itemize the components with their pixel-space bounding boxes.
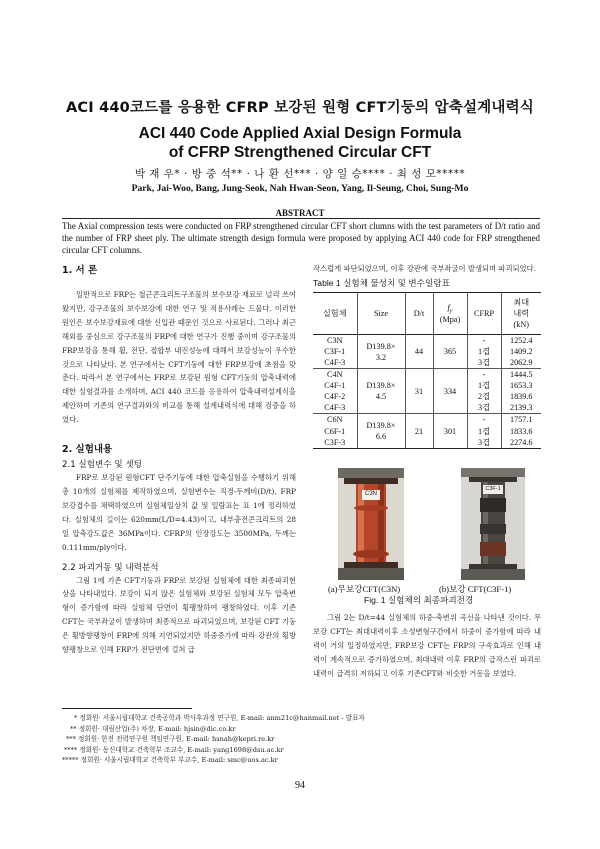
table1-header-capacity xyxy=(501,292,541,334)
table-cell-specimen: C4F-3 xyxy=(313,402,357,414)
table-cell-capacity: 2274.6 xyxy=(501,437,541,449)
table1-header-fy-symbol: f xyxy=(447,303,450,313)
title-english-line2: of CFRP Strengthened Circular CFT xyxy=(168,144,432,161)
table-cell-capacity: 1409.2 xyxy=(501,346,541,357)
figure1-photo-a xyxy=(338,468,404,580)
table1-caption: Table 1 실험체 물성치 및 변수일람표 xyxy=(313,277,450,288)
size-line2: 3.2 xyxy=(375,352,387,362)
footnote-2: ** 정회원· 대림산업(주) 차장, E-mail: hjsin@dic.co.kr xyxy=(70,724,236,733)
figure1-photo-b xyxy=(461,468,525,580)
table-cell-cfrp: - xyxy=(467,414,501,426)
page-number: 94 xyxy=(295,780,305,791)
table-cell-cfrp: 3겹 xyxy=(467,402,501,414)
abstract-heading: ABSTRACT xyxy=(275,208,325,218)
table-cell-specimen: C3N xyxy=(313,334,357,346)
figure1-subcaption-b: (b)보강 CFT(C3F-1) xyxy=(439,584,512,594)
table-cell-fy: 301 xyxy=(433,414,467,448)
table-cell-cfrp: - xyxy=(467,334,501,346)
table-cell-cfrp: 1겹 xyxy=(467,380,501,391)
size-line2: 4.5 xyxy=(375,392,387,402)
table-cell-cfrp: 1겹 xyxy=(467,346,501,357)
table1-header-row xyxy=(313,292,541,334)
table1-header-specimen: 실험체 xyxy=(313,292,357,334)
footnotes xyxy=(62,713,542,766)
table-cell-cfrp: 2겹 xyxy=(467,391,501,402)
table-cell-size xyxy=(357,369,405,414)
table-cell-cfrp: - xyxy=(467,369,501,381)
specimen-c3n-illustration xyxy=(338,468,404,580)
size-line2: 6.6 xyxy=(375,432,387,442)
subsection-2-2-paragraph: 그림 1에 기존 CFT기둥과 FRP로 보강된 실험체에 대한 최종파괴현상을 나타내었다. 보강이 되지 않은 실험체와 보강된 실험체 모두 압축변형이 증가함에 따라 실험체 단면이 횡팽창하여 팽창하였다. 이후 기존 CFT는 국부좌굴이 발생하며 최종적으로 파괴되었으며, 보강된 CFT 기둥은 횡방향팽창이 FRP에 의해 지연되었지만 하중증가에 따라 강관의 횡방향팽창으로 인해 FRP가 전단면에 걸쳐 급 xyxy=(62,575,296,655)
table-cell-capacity: 1833.6 xyxy=(501,425,541,436)
table-cell-capacity: 1653.3 xyxy=(501,380,541,391)
section1-paragraph: 일반적으로 FRP는 철근콘크리트구조물의 보수보강 재료로 널리 쓰여 왔지만, 강구조물의 보수보강에 대한 연구 및 적용사례는 드물다. 이러한 원인은 보수보강재료에 대한 신입관 때문인 것으로 사료된다. 그러나 최근 해외를 중심으로 강구조물의 FRP에 대한 연구가 진행 중이며 강구조물의 FRP보강을 통해 휨, 전단, 접합부 내진성능에 대해서 보강성능이 우수한 것으로 나타났다. 본 연구에서는 CFT기둥에 대한 FRP보강에 초점을 맞춘다. 따라서 본 연구에서는 FRP로 보강된 원형 CFT기둥의 압축내력에 대한 실험결과를 소개하며, ACI 440 코드를 응용하여 압축내력설계식을 제안하며 기존의 연구결과와의 비교를 통해 설계내력식에 대해 검증을 하였다. xyxy=(62,290,296,425)
table-cell-specimen: C6N xyxy=(313,414,357,426)
specimen-c3f1-illustration xyxy=(461,468,525,580)
right-column xyxy=(313,262,541,449)
table1-header-capacity-line2: 내력 xyxy=(513,308,530,318)
table-row xyxy=(313,369,541,381)
table1-header-dt: D/t xyxy=(405,292,433,334)
title-english-line1: ACI 440 Code Applied Axial Design Formula xyxy=(138,125,462,142)
table-cell-specimen: C3F-3 xyxy=(313,437,357,449)
table-cell-specimen: C4F-2 xyxy=(313,391,357,402)
figure1-label-b: C3F-1 xyxy=(485,486,501,492)
table1-header-fy-unit: (Mpa) xyxy=(439,314,461,324)
footnote-3: *** 정회원· 한전 전력연구원 책임연구원, E-mail: hsnah@kepri.re.kr xyxy=(66,735,275,743)
table1-header-fy xyxy=(433,292,467,334)
subsection-2-2-heading: 2.2 파괴거동 및 내력분석 xyxy=(62,562,159,573)
table-cell-dt: 44 xyxy=(405,334,433,368)
figure1-label-a: C3N xyxy=(364,491,377,497)
table-cell-size xyxy=(357,334,405,368)
title-korean: ACI 440코드를 응용한 CFRP 보강된 원형 CFT기둥의 압축설계내력식 xyxy=(66,100,534,116)
table-cell-capacity: 1252.4 xyxy=(501,334,541,346)
table-cell-specimen: C4N xyxy=(313,369,357,381)
table1-header-fy-subscript: y xyxy=(449,308,453,315)
table-cell-specimen: C4F-3 xyxy=(313,357,357,369)
table1-header-size: Size xyxy=(357,292,405,334)
table-cell-capacity: 2139.3 xyxy=(501,402,541,414)
table-cell-cfrp: 3겹 xyxy=(467,437,501,449)
table-cell-capacity: 1757.1 xyxy=(501,414,541,426)
subsection-2-1-paragraph: FRP로 보강된 원형CFT 단주기둥에 대한 압축실험을 수행하기 위해 총 10개의 실험체를 제작하였으며, 실험변수는 직경-두께비(D/t), FRP 보강겹수를 채택하였으며 실험체일상치 값 및 일람표는 표 1에 정리하였다. 실험체의 길이는 620mm(L/D=4.43)이고, 내부충전콘크리트의 28일 압축강도값은 36MPa이다. CFRP의 인장강도는 3500MPa, 두께는 0.111mm/ply이다. xyxy=(62,473,296,552)
size-line1: D139.8× xyxy=(366,421,396,431)
left-column xyxy=(62,262,296,657)
footnote-4: **** 정회원· 동신대학교 건축학부 조교수, E-mail: yang1698@dsu.ac.kr xyxy=(64,745,284,754)
abstract-rule xyxy=(62,218,540,219)
table-cell-size xyxy=(357,414,405,448)
authors-korean: 박 재 우* · 방 중 석** · 나 환 선*** · 양 일 승**** · 최 성 모***** xyxy=(134,168,466,180)
table-cell-dt: 21 xyxy=(405,414,433,448)
section1-heading: 1. 서 론 xyxy=(62,265,98,276)
table1-header-cfrp: CFRP xyxy=(467,292,501,334)
right-paragraph-fig2: 그림 2는 D/t=44 실험체의 하중-축변위 곡선을 나타낸 것이다. 무보강 CFT는 최대내력이후 소성변형구간에서 하중이 증가함에 따라 내력이 거의 일정하였지만, FRP보강 CFT는 FRP의 구속효과로 인해 내력이 계속적으로 증가하였으며, 최대내력 이후 FRP의 급작스런 파괴로 내력이 급격히 저하되고 이후 기존CFT와 비슷한 거동을 보였다. xyxy=(313,613,541,678)
title-english xyxy=(0,124,600,162)
table1-header-capacity-line3: (kN) xyxy=(513,319,529,329)
authors-english: Park, Jai-Woo, Bang, Jung-Seok, Nah Hwan-Seon, Yang, Il-Seung, Choi, Sung-Mo xyxy=(131,183,469,194)
table-cell-fy: 334 xyxy=(433,369,467,414)
table-cell-specimen: C6F-1 xyxy=(313,425,357,436)
table-cell-specimen: C3F-1 xyxy=(313,346,357,357)
table-row xyxy=(313,414,541,426)
table-cell-capacity: 1444.5 xyxy=(501,369,541,381)
table-cell-capacity: 2062.9 xyxy=(501,357,541,369)
table-cell-cfrp: 3겹 xyxy=(467,357,501,369)
table1 xyxy=(313,292,541,449)
table-cell-cfrp: 1겹 xyxy=(467,425,501,436)
section2-heading: 2. 실험내용 xyxy=(62,444,113,456)
figure1-subcaption-a: (a)무보강CFT(C3N) xyxy=(328,584,401,594)
table-cell-dt: 31 xyxy=(405,369,433,414)
table1-header-capacity-line1: 최대 xyxy=(513,297,530,307)
size-line1: D139.8× xyxy=(366,341,396,351)
table-row xyxy=(313,334,541,346)
size-line1: D139.8× xyxy=(366,381,396,391)
subsection-2-1-heading: 2.1 실험변수 및 셋팅 xyxy=(62,460,142,471)
table-cell-capacity: 1839.6 xyxy=(501,391,541,402)
footnote-rule xyxy=(62,708,192,709)
right-continued-paragraph: 작스럽게 파단되었으며, 이후 강관에 국부좌굴이 발생되며 파괴되었다. xyxy=(313,264,536,273)
footnote-1: * 정회원· 서울시립대학교 건축공학과 박사후과정 연구원, E-mail: anm21c@hanmail.net - 발표자 xyxy=(74,714,365,722)
abstract-text: The Axial compression tests were conducted on FRP strengthened circular CFT short clumns with the test parameters of D/t ratio and the number of FRP sheet ply. The ultimate strength design formula were proposed by applying ACI 440 code for FRP strengthened circular CFT columns. xyxy=(62,221,540,255)
figure1-caption: Fig. 1 실험체의 최종파괴전경 xyxy=(364,595,474,605)
table-cell-specimen: C4F-1 xyxy=(313,380,357,391)
table-cell-fy: 365 xyxy=(433,334,467,368)
footnote-5: ***** 정회원· 서울시립대학교 건축학부 부교수, E-mail: smc@uos.ac.kr xyxy=(62,756,278,764)
